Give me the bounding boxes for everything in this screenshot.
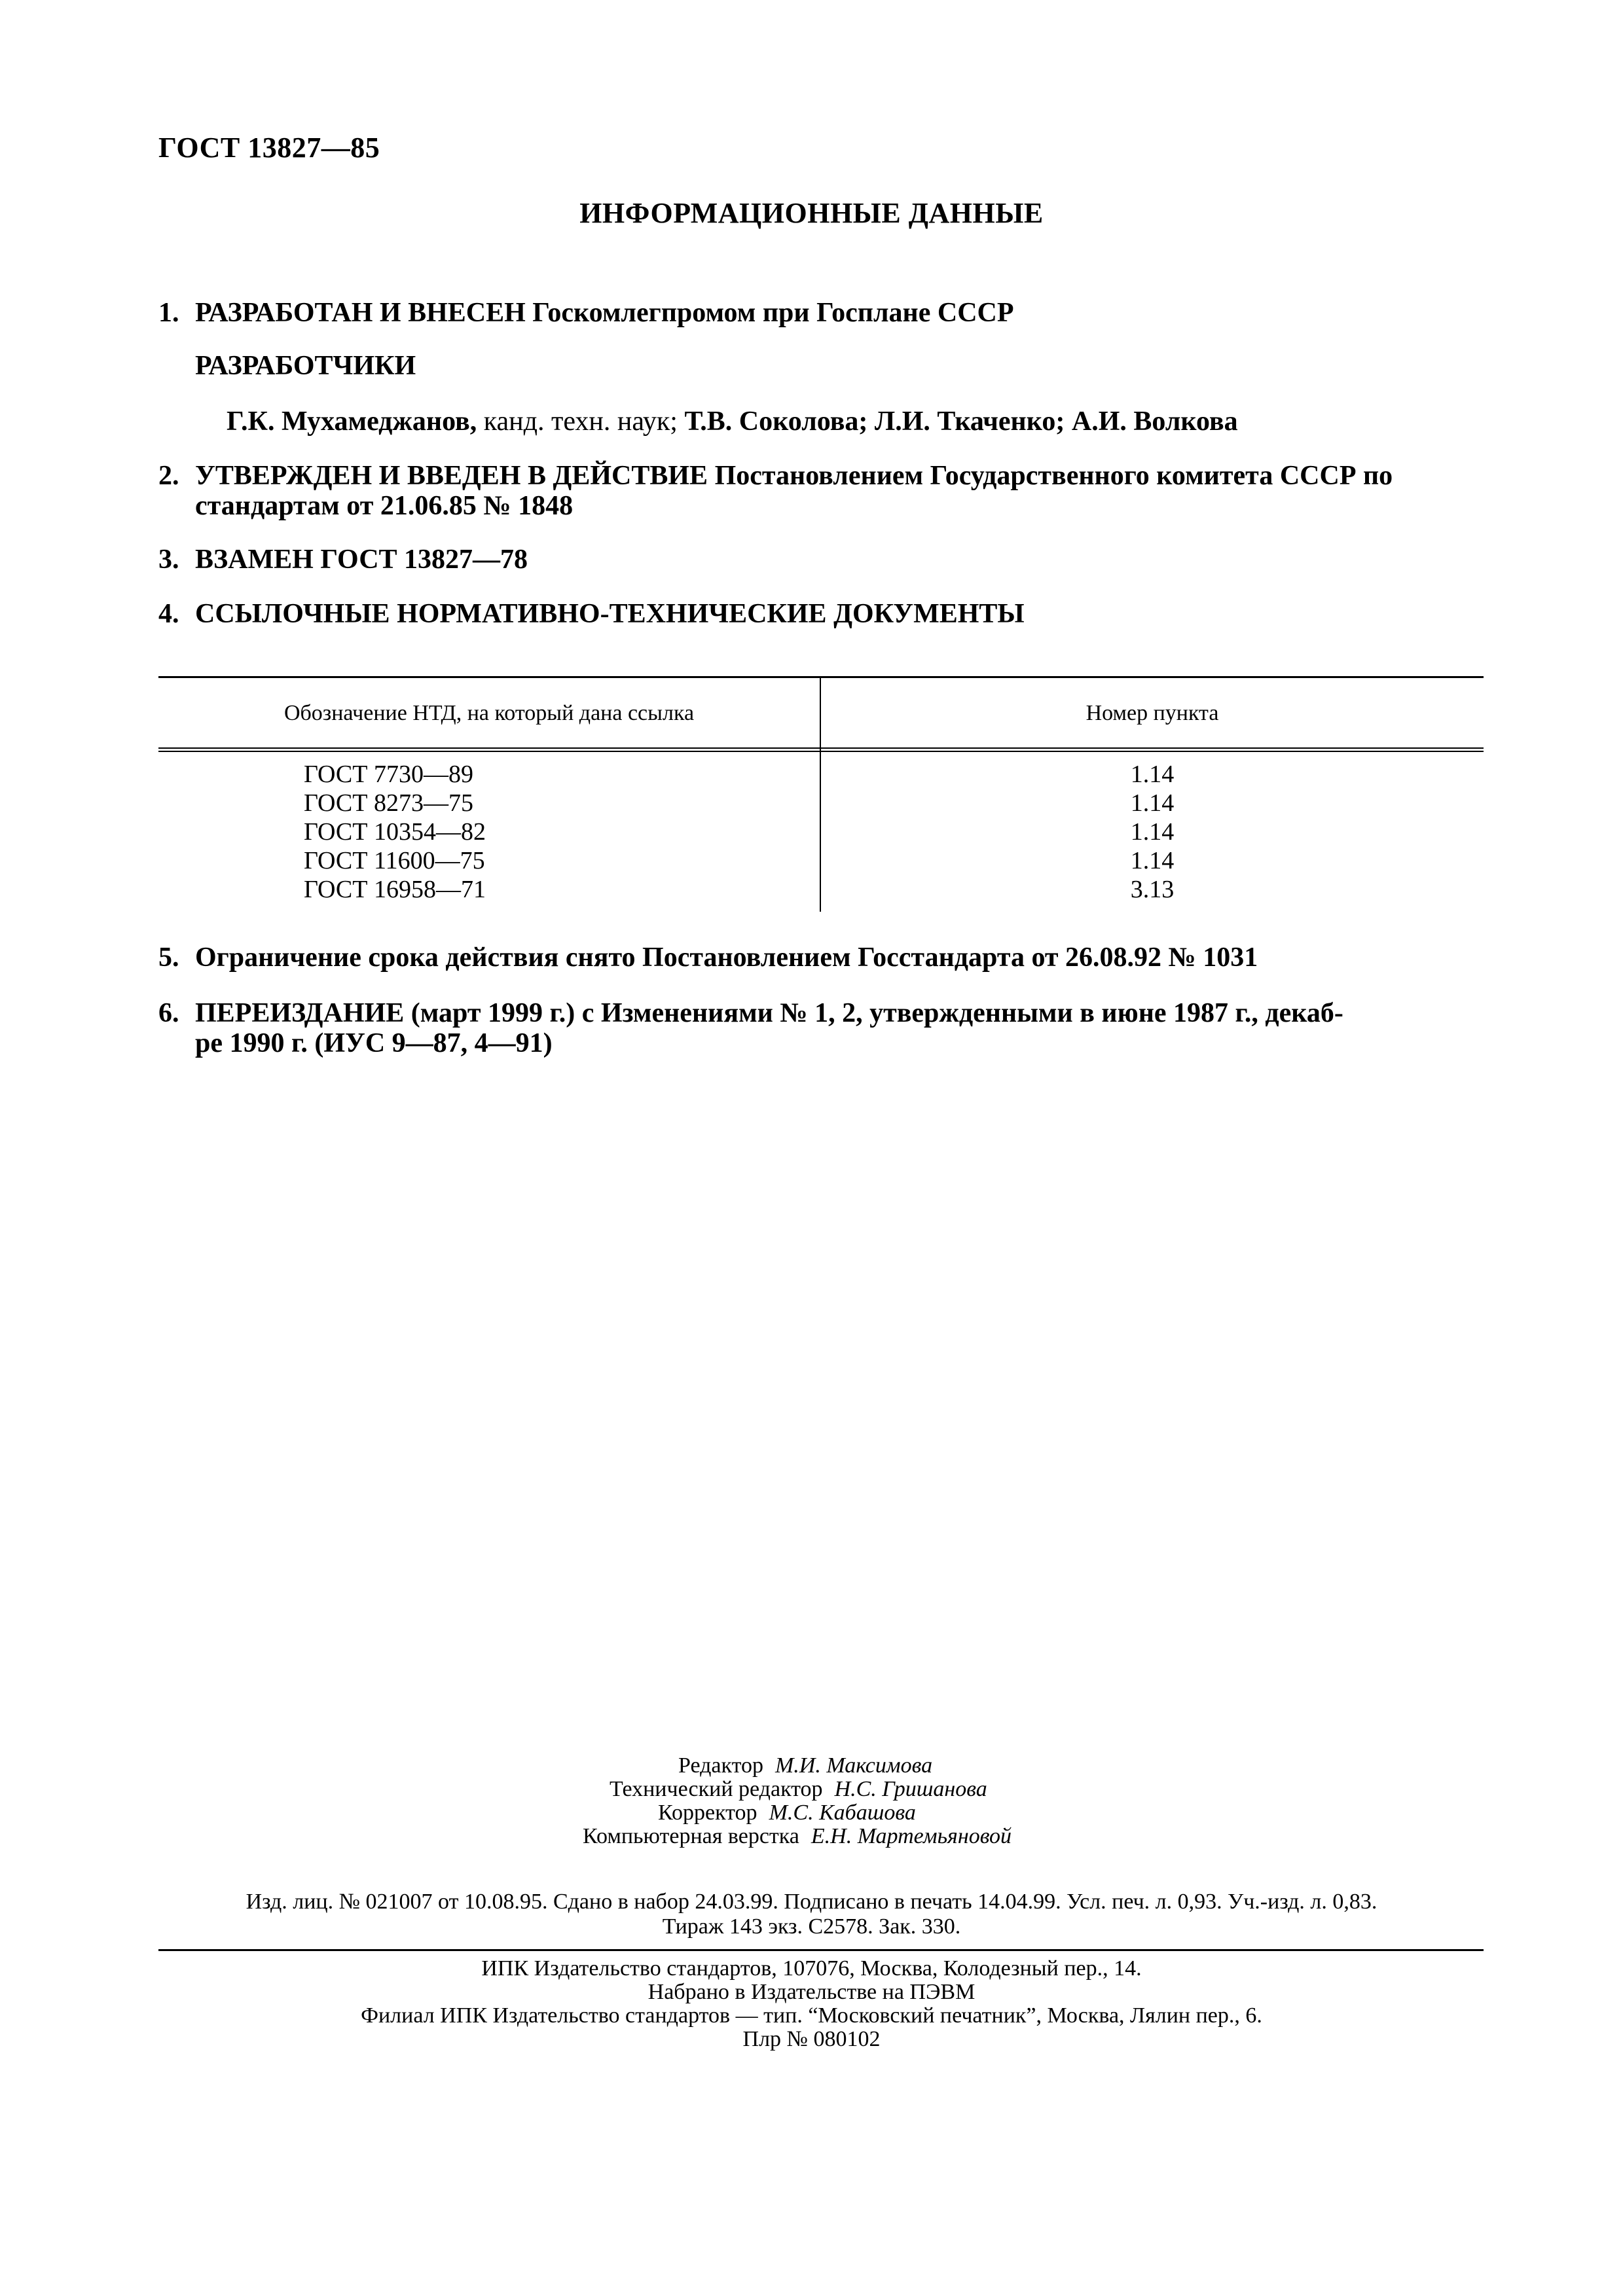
table-column-documents <box>304 760 486 904</box>
imprint-divider <box>158 1949 1484 1951</box>
credit-role: Редактор <box>678 1753 763 1778</box>
credit-name: М.И. Максимова <box>775 1753 933 1778</box>
item-3 <box>158 545 1487 575</box>
table-cell-document: ГОСТ 10354—82 <box>304 818 486 846</box>
credit-role: Технический редактор <box>610 1777 823 1801</box>
credit-editor <box>678 1754 932 1778</box>
item-number: 1. <box>158 298 179 328</box>
developers-heading: РАЗРАБОТЧИКИ <box>195 351 416 381</box>
item-text-line1: ПЕРЕИЗДАНИЕ (март 1999 г.) с Изменениями № 1, 2, утвержденными в июне 1987 г., декаб- <box>195 998 1343 1028</box>
credit-layout <box>583 1825 1012 1848</box>
table-cell-document: ГОСТ 7730—89 <box>304 761 473 788</box>
credit-technical-editor <box>610 1778 987 1801</box>
item-text-line2: ре 1990 г. (ИУС 9—87, 4—91) <box>195 1028 553 1058</box>
credit-proofreader <box>658 1801 916 1825</box>
table-cell-clause: 1.14 <box>1130 761 1175 788</box>
publication-print-run-line: Тираж 143 экз. С2578. Зак. 330. <box>662 1914 961 1939</box>
credit-name: Е.Н. Мартемьяновой <box>811 1824 1012 1848</box>
table-top-rule <box>158 676 1484 678</box>
item-number: 5. <box>158 942 179 973</box>
item-5 <box>158 942 1487 973</box>
publication-license-line: Изд. лиц. № 021007 от 10.08.95. Сдано в набор 24.03.99. Подписано в печать 14.04.99. Усл. печ. л. 0,93. Уч.-изд. л. 0,83. <box>246 1890 1377 1914</box>
credit-name: М.С. Кабашова <box>769 1801 916 1825</box>
item-text: Ограничение срока действия снято Постановлением Госстандарта от 26.08.92 № 1031 <box>195 942 1258 973</box>
item-text: ВЗАМЕН ГОСТ 13827—78 <box>195 545 528 575</box>
typeset-note: Набрано в Издательстве на ПЭВМ <box>647 1980 976 2004</box>
developer-names-rest: Т.В. Соколова; Л.И. Ткаченко; А.И. Волкова <box>684 406 1238 437</box>
credit-name: Н.С. Гришанова <box>834 1777 987 1801</box>
item-6 <box>158 998 1487 1058</box>
table-cell-document: ГОСТ 8273—75 <box>304 789 473 817</box>
item-text-line2: стандартам от 21.06.85 № 1848 <box>195 491 574 521</box>
table-cell-clause: 1.14 <box>1130 789 1175 817</box>
item-text: РАЗРАБОТАН И ВНЕСЕН Госкомлегпромом при Госплане СССР <box>195 298 1014 328</box>
standard-code: ГОСТ 13827—85 <box>158 132 380 164</box>
credit-role: Корректор <box>658 1801 757 1825</box>
credit-role: Компьютерная верстка <box>583 1824 799 1848</box>
table-cell-clause: 3.13 <box>1130 876 1175 903</box>
item-number: 3. <box>158 545 179 575</box>
item-2 <box>158 461 1487 521</box>
developers-list <box>227 406 1490 437</box>
item-number: 2. <box>158 461 179 491</box>
table-header-rule <box>158 747 1484 752</box>
publisher-address: ИПК Издательство стандартов, 107076, Москва, Колодезный пер., 14. <box>481 1956 1142 1981</box>
table-cell-clause: 1.14 <box>1130 818 1175 846</box>
developer-name: Г.К. Мухамеджанов, <box>227 406 477 437</box>
table-cell-clause: 1.14 <box>1130 847 1175 874</box>
printing-house-address: Филиал ИПК Издательство стандартов — тип. “Московский печатник”, Москва, Лялин пер., 6. <box>361 2003 1262 2028</box>
table-header-clause: Номер пункта <box>1085 701 1219 725</box>
table-column-clauses <box>821 760 1484 904</box>
reference-table <box>158 676 1484 912</box>
printing-license: Плр № 080102 <box>742 2027 881 2051</box>
developer-degree: канд. техн. наук; <box>477 406 685 437</box>
table-header-document: Обозначение НТД, на который дана ссылка <box>283 701 695 725</box>
table-cell-document: ГОСТ 16958—71 <box>304 876 486 903</box>
item-text: ССЫЛОЧНЫЕ НОРМАТИВНО-ТЕХНИЧЕСКИЕ ДОКУМЕНТЫ <box>195 599 1025 629</box>
table-cell-document: ГОСТ 11600—75 <box>304 847 485 874</box>
item-number: 4. <box>158 599 179 629</box>
item-4 <box>158 599 1487 629</box>
page-title: ИНФОРМАЦИОННЫЕ ДАННЫЕ <box>579 197 1044 229</box>
item-1 <box>158 298 1487 328</box>
item-text-line1: УТВЕРЖДЕН И ВВЕДЕН В ДЕЙСТВИЕ Постановлением Государственного комитета СССР по <box>195 461 1393 491</box>
item-number: 6. <box>158 998 179 1028</box>
